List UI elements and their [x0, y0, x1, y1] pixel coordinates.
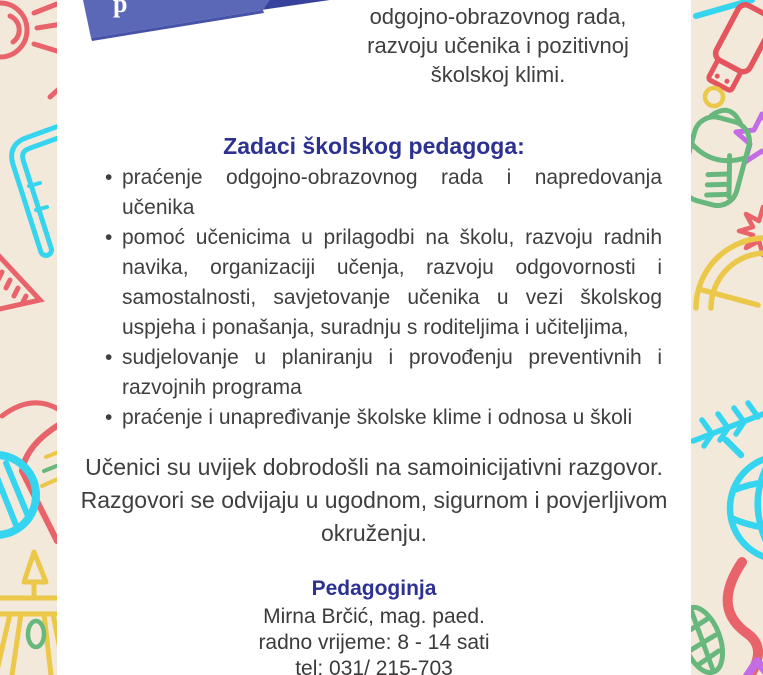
tasks-list	[122, 163, 662, 433]
welcome-line: Učenici su uvijek dobrodošli na samoinicijativni razgovor.	[85, 454, 663, 480]
intro-paragraph	[348, 2, 648, 89]
contact-phone: tel: 031/ 215-703	[295, 657, 453, 675]
ribbon-banner	[70, 0, 350, 48]
circle-doodle-icon	[705, 88, 723, 106]
ribbon-face	[83, 0, 270, 38]
usb-doodle-icon	[703, 2, 763, 94]
contact-name: Mirna Brčić, mag. paed.	[263, 605, 485, 628]
contact-hours: radno vrijeme: 8 - 14 sati	[258, 631, 490, 654]
welcome-paragraph	[57, 451, 691, 550]
banner-letter: p	[113, 0, 128, 18]
welcome-line: okruženju.	[320, 520, 428, 546]
squiggle-doodle-icon	[728, 562, 758, 675]
contact-role: Pedagoginja	[311, 577, 437, 600]
sun-rays-doodle-icon	[0, 3, 62, 57]
set-square-doodle-icon	[0, 242, 40, 312]
globe-right-doodle-icon	[726, 440, 763, 560]
tasks-heading: Zadaci školskog pedagoga:	[223, 133, 525, 159]
contact-block	[57, 576, 691, 675]
task-item: • praćenje odgojno-obrazovnog rada i napredovanja učenika	[122, 163, 662, 223]
task-item: • pomoć učenicima u prilagodbi na školu, razvoju radnih navika, organizaciji učenja, razvoju odgovornosti i samostalnosti, savjetovanje učenika u vezi školskog uspjeha i ponašanja, suradnju s roditeljima i učiteljima,	[122, 223, 662, 343]
protractor-doodle-icon	[696, 238, 763, 308]
globe-left-doodle-icon	[0, 455, 36, 535]
curve-doodle-icon	[2, 403, 60, 416]
task-item: • sudjelovanje u planiranju i provođenju preventivnih i razvojnih programa	[122, 343, 662, 403]
intro-line: školskoj klimi.	[430, 62, 566, 87]
welcome-line: Razgovori se odvijaju u ugodnom, sigurnom i povjerljivom	[80, 487, 668, 513]
intro-line: razvoju učenika i pozitivnoj	[367, 33, 629, 58]
intro-line: odgojno-obrazovnog rada,	[369, 4, 627, 29]
task-item: • praćenje i unapređivanje školske klime i odnosa u školi	[122, 403, 662, 433]
burst-doodle-icon	[739, 207, 763, 255]
